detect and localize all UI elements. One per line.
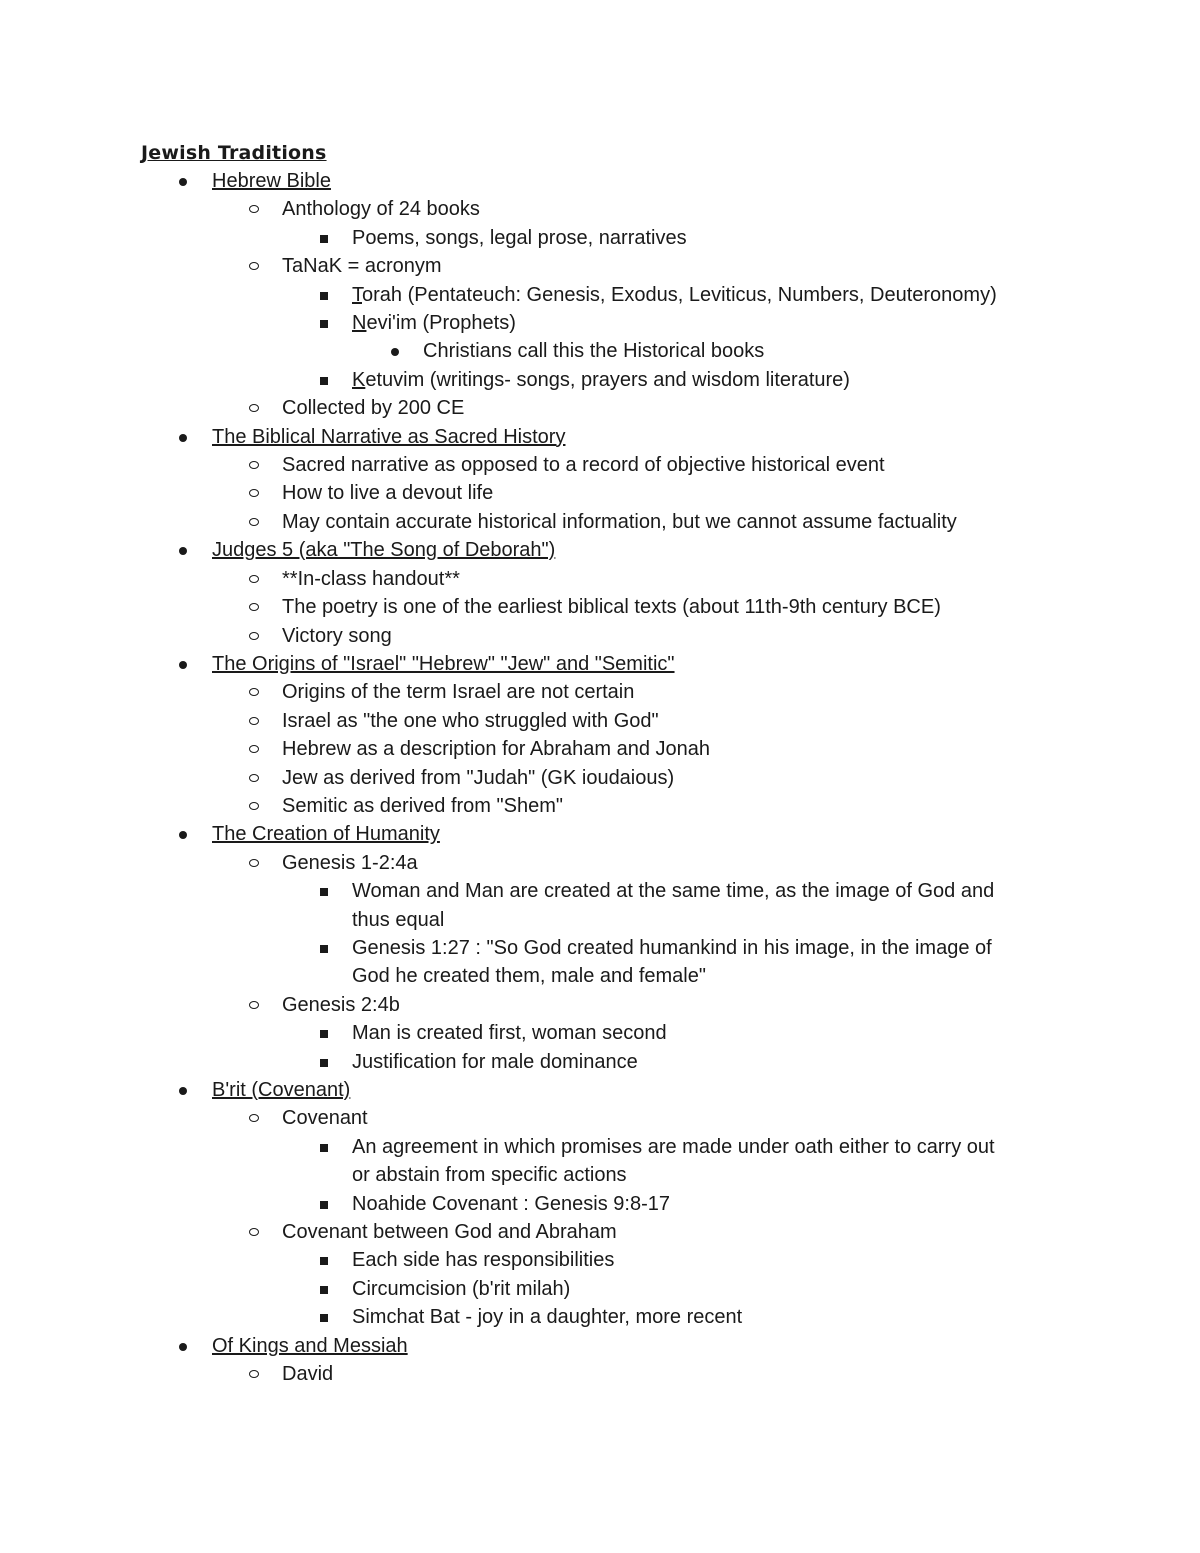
section-heading [141,1076,1081,1104]
list-item-text: Simchat Bat - joy in a daughter, more recent [352,1306,743,1329]
list-item-text: David [282,1363,334,1386]
bullet-circle-icon [249,632,259,640]
list-item-text: Collected by 200 CE [282,397,465,420]
bullet-circle-icon [249,489,259,497]
bullet-square-icon [320,1286,328,1294]
bullet-circle-icon [249,603,259,611]
list-item [141,593,1081,621]
section-heading-text: The Origins of "Israel" "Hebrew" "Jew" and "Semitic" [212,652,675,675]
acronym-letter: T [352,283,362,306]
list-item-text: Anthology of 24 books [282,198,480,221]
list-item-text: Covenant [282,1107,368,1130]
bullet-dot-icon [179,1087,187,1095]
section-heading-text: The Creation of Humanity [212,823,440,846]
bullet-square-icon [320,320,328,328]
list-item [141,1190,1081,1218]
list-item [141,252,1081,280]
acronym-letter: N [352,312,367,335]
list-item [141,508,1081,536]
list-item-text: TaNaK = acronym [282,255,442,278]
list-item [141,281,1081,309]
section-heading-text: Judges 5 (aka "The Song of Deborah") [212,539,556,562]
list-item [141,735,1081,763]
bullet-circle-icon [249,745,259,753]
list-item [141,1133,1081,1161]
list-item-text: How to live a devout life [282,482,494,505]
list-item-text: An agreement in which promises are made under oath either to carry out [352,1135,995,1158]
list-item-text: Each side has responsibilities [352,1249,615,1272]
list-item-text: May contain accurate historical information, but we cannot assume factuality [282,510,957,533]
bullet-square-icon [320,1201,328,1209]
bullet-square-icon [320,1059,328,1067]
list-item-text: evi'im (Prophets) [366,312,516,335]
list-item [141,309,1081,337]
list-item [141,451,1081,479]
section-heading [141,423,1081,451]
list-item-text: Justification for male dominance [352,1050,638,1073]
list-item-text: thus equal [352,908,445,931]
bullet-dot-icon [179,434,187,442]
bullet-circle-icon [249,461,259,469]
bullet-circle-icon [249,262,259,270]
list-item-text: orah (Pentateuch: Genesis, Exodus, Leviticus, Numbers, Deuteronomy) [362,283,997,306]
list-item [141,877,1081,905]
list-item [141,991,1081,1019]
list-item-text: Genesis 1-2:4a [282,851,418,874]
list-item [141,707,1081,735]
bullet-dot-icon [179,661,187,669]
list-item-text: The poetry is one of the earliest biblical texts (about 11th-9th century BCE) [282,596,941,619]
bullet-circle-icon [249,518,259,526]
list-item-text: Hebrew as a description for Abraham and Jonah [282,738,711,761]
list-item-text: Jew as derived from "Judah" (GK ioudaious) [282,766,675,789]
list-item-text: Christians call this the Historical books [423,340,765,363]
bullet-circle-icon [249,205,259,213]
list-item-text: Semitic as derived from "Shem" [282,794,563,817]
list-item [141,849,1081,877]
list-item [141,1048,1081,1076]
list-item-text: or abstain from specific actions [352,1164,627,1187]
bullet-square-icon [320,888,328,896]
list-item [141,792,1081,820]
list-item [141,622,1081,650]
outline-list [141,167,1081,1388]
list-item [141,678,1081,706]
list-item [141,1104,1081,1132]
list-item-text: **In-class handout** [282,567,460,590]
list-item [141,394,1081,422]
section-heading-text: Of Kings and Messiah [212,1334,408,1357]
bullet-square-icon [320,235,328,243]
bullet-circle-icon [249,717,259,725]
list-item [141,366,1081,394]
list-item-text: Genesis 1:27 : "So God created humankind in his image, in the image of [352,936,992,959]
list-item [141,1019,1081,1047]
bullet-circle-icon [249,1370,259,1378]
section-heading [141,1332,1081,1360]
list-item-text: Covenant between God and Abraham [282,1221,617,1244]
list-item [141,764,1081,792]
list-item [141,479,1081,507]
acronym-letter: K [352,368,366,391]
list-item [141,1360,1081,1388]
list-item [141,1303,1081,1331]
bullet-dot-icon [179,831,187,839]
list-item [141,1218,1081,1246]
bullet-circle-icon [249,404,259,412]
bullet-dot-icon [179,178,187,186]
list-item-text: Origins of the term Israel are not certain [282,681,635,704]
bullet-square-icon [320,1257,328,1265]
section-heading-text: B'rit (Covenant) [212,1079,351,1101]
list-item-text: Poems, songs, legal prose, narratives [352,226,687,249]
document-body [141,139,1081,1388]
bullet-square-icon [320,292,328,300]
bullet-dot-icon [179,547,187,555]
list-item [141,934,1081,962]
bullet-square-icon [320,945,328,953]
list-item-continuation [141,1161,1081,1189]
bullet-circle-icon [249,802,259,810]
page-title: Jewish Traditions [141,142,327,164]
list-item-text: Victory song [282,624,392,647]
bullet-circle-icon [249,688,259,696]
list-item-text: Sacred narrative as opposed to a record of objective historical event [282,454,885,477]
bullet-circle-icon [249,1228,259,1236]
list-item-text: Noahide Covenant : Genesis 9:8-17 [352,1192,670,1215]
bullet-circle-icon [249,1114,259,1122]
bullet-dot-icon [391,348,399,356]
bullet-square-icon [320,1144,328,1152]
list-item-text: Circumcision (b'rit milah) [352,1277,571,1300]
bullet-dot-icon [179,1343,187,1351]
list-item-text: etuvim (writings- songs, prayers and wisdom literature) [365,368,850,391]
section-heading [141,820,1081,848]
section-heading [141,167,1081,195]
list-item-continuation [141,962,1081,990]
bullet-square-icon [320,377,328,385]
section-heading-text: Hebrew Bible [212,170,331,192]
list-item-text: Israel as "the one who struggled with God" [282,709,659,732]
list-item-text: Woman and Man are created at the same time, as the image of God and [352,880,995,903]
list-item-text: God he created them, male and female" [352,965,706,988]
list-item [141,1246,1081,1274]
bullet-circle-icon [249,1001,259,1009]
bullet-circle-icon [249,575,259,583]
section-heading-text: The Biblical Narrative as Sacred History [212,425,566,448]
list-item [141,1275,1081,1303]
section-heading [141,650,1081,678]
bullet-circle-icon [249,774,259,782]
list-item [141,565,1081,593]
bullet-square-icon [320,1030,328,1038]
list-item [141,195,1081,223]
bullet-square-icon [320,1314,328,1322]
list-item [141,224,1081,252]
list-item [141,337,1081,365]
list-item-continuation [141,906,1081,934]
list-item-text: Man is created first, woman second [352,1022,667,1045]
section-heading [141,536,1081,564]
bullet-circle-icon [249,859,259,867]
list-item-text: Genesis 2:4b [282,993,400,1016]
